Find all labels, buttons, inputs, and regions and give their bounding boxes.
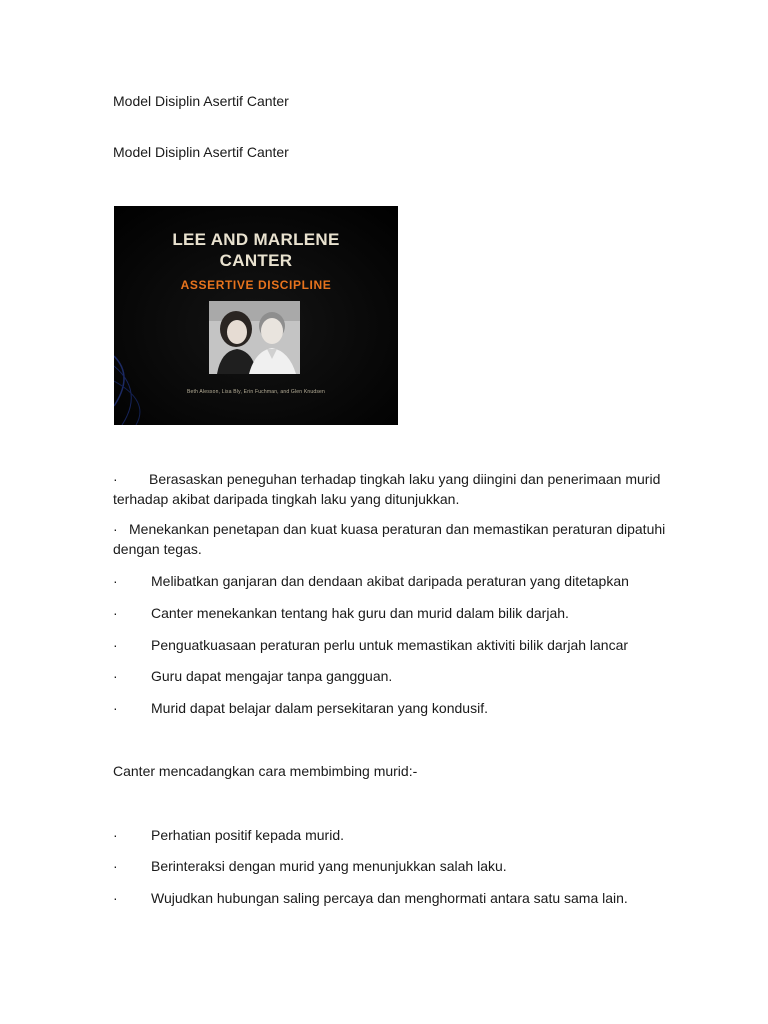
list-item-text: Canter menekankan tentang hak guru dan murid dalam bilik darjah. — [151, 605, 569, 621]
slide-subtitle: ASSERTIVE DISCIPLINE — [180, 278, 332, 292]
portrait-photo-drawing — [209, 301, 300, 374]
bullet-marker: · — [113, 890, 118, 906]
paragraph-2 — [113, 519, 673, 559]
bullet-marker: · — [113, 858, 118, 874]
bullet-marker: · — [113, 471, 118, 487]
bullet-marker: · — [113, 827, 118, 843]
bullet-marker: · — [113, 605, 118, 621]
document-title: Model Disiplin Asertif Canter — [113, 93, 289, 109]
bullet-marker: · — [113, 668, 118, 684]
bullet-marker: · — [113, 700, 118, 716]
list-item — [113, 856, 507, 876]
list-item-text: Guru dapat mengajar tanpa gangguan. — [151, 668, 393, 684]
list-item — [113, 666, 392, 686]
slide-title-line-1: LEE AND MARLENE — [172, 230, 340, 249]
list-item — [113, 698, 488, 718]
list-item — [113, 635, 628, 655]
list-item-text: Penguatkuasaan peraturan perlu untuk memastikan aktiviti bilik darjah lancar — [151, 637, 629, 653]
list-item-text: Murid dapat belajar dalam persekitaran yang kondusif. — [151, 700, 488, 716]
paragraph-1-text: Berasaskan peneguhan terhadap tingkah laku yang diingini dan penerimaan murid terhadap akibat daripada tingkah laku yang ditunjukkan. — [113, 471, 661, 507]
list-item-text: Wujudkan hubungan saling percaya dan menghormati antara satu sama lain. — [151, 890, 628, 906]
paragraph-1 — [113, 469, 673, 509]
list-item — [113, 603, 569, 623]
bullet-marker: · — [113, 637, 118, 653]
section-intro: Canter mencadangkan cara membimbing murid:- — [113, 763, 418, 779]
paragraph-2-text: Menekankan penetapan dan kuat kuasa peraturan dan memastikan peraturan dipatuhi dengan tegas. — [113, 521, 666, 557]
slide-image — [114, 206, 398, 425]
portrait-photo — [209, 301, 300, 374]
list-item-text: Melibatkan ganjaran dan dendaan akibat daripada peraturan yang ditetapkan — [151, 573, 629, 589]
list-item-text: Berinteraksi dengan murid yang menunjukkan salah laku. — [151, 858, 507, 874]
list-item — [113, 571, 629, 591]
list-item — [113, 888, 628, 908]
bullet-marker: · — [113, 521, 118, 537]
slide-credits: Beth Alesson, Lisa Bly, Erin Fuchman, and Glen Knudsen — [186, 389, 325, 395]
list-item-text: Perhatian positif kepada murid. — [151, 827, 344, 843]
bullet-marker: · — [113, 573, 118, 589]
document-subtitle: Model Disiplin Asertif Canter — [113, 144, 289, 160]
slide-title-line-2: CANTER — [219, 251, 293, 270]
list-item — [113, 825, 344, 845]
